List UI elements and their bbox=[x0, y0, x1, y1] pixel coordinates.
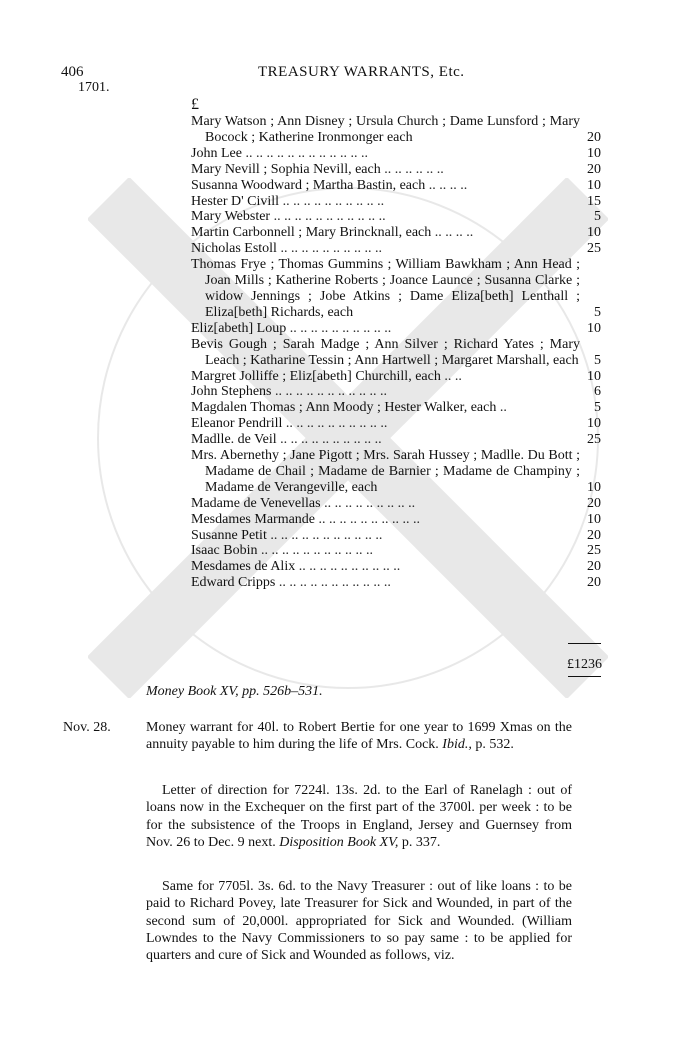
list-item-amount: 5 bbox=[594, 304, 601, 320]
list-item-names: Magdalen Thomas ; Ann Moody ; Hester Walker, each .. bbox=[191, 400, 507, 416]
list-item-amount: 5 bbox=[594, 352, 601, 368]
list-item-amount: 25 bbox=[587, 432, 601, 448]
list-item bbox=[191, 257, 601, 321]
list-item bbox=[191, 543, 601, 559]
list-item-amount: 20 bbox=[587, 161, 601, 177]
list-item bbox=[191, 575, 601, 591]
list-item bbox=[191, 194, 601, 210]
paragraph-money-warrant bbox=[63, 719, 572, 754]
list-item-amount: 10 bbox=[587, 368, 601, 384]
entry-date: Nov. 28. bbox=[63, 720, 111, 735]
list-item bbox=[191, 384, 601, 400]
list-item-amount: 10 bbox=[587, 145, 601, 161]
paragraph-letter-of-direction bbox=[146, 782, 572, 851]
list-item-amount: 20 bbox=[587, 129, 601, 145]
paragraph-reference-page: p. 532. bbox=[475, 737, 514, 753]
list-item-amount: 25 bbox=[587, 543, 601, 559]
list-item bbox=[191, 178, 601, 194]
list-total: £1236 bbox=[567, 657, 602, 672]
list-item-amount: 5 bbox=[594, 400, 601, 416]
list-item-amount: 10 bbox=[587, 416, 601, 432]
paragraph-reference-page: p. 337. bbox=[401, 834, 441, 850]
list-item-amount: 5 bbox=[594, 209, 601, 225]
total-rule-bottom bbox=[568, 676, 601, 677]
list-item-amount: 10 bbox=[587, 177, 601, 193]
list-item-names: Susanna Woodward ; Martha Bastin, each .. .. .. .. bbox=[191, 177, 468, 193]
list-item-names: Susanne Petit .. .. .. .. .. .. .. .. .. .. .. bbox=[191, 527, 383, 543]
list-item-amount: 15 bbox=[587, 193, 601, 209]
list-item-names: Mary Webster .. .. .. .. .. .. .. .. .. .. .. bbox=[191, 209, 386, 225]
page-number: 406 bbox=[61, 64, 84, 80]
list-item bbox=[191, 400, 601, 416]
currency-symbol: £ bbox=[191, 96, 199, 113]
list-item-names: Margret Jolliffe ; Eliz[abeth] Churchill, each .. .. bbox=[191, 368, 462, 384]
list-item bbox=[191, 369, 601, 385]
page-year: 1701. bbox=[78, 80, 110, 95]
list-item-names: John Lee .. .. .. .. .. .. .. .. .. .. .. .. bbox=[191, 145, 368, 161]
total-rule-top bbox=[568, 643, 601, 644]
paragraph-text: Same for 7705l. 3s. 6d. to the Navy Treasurer : out of like loans : to be paid to Richard Povey, late Treasurer for Sick and Wounded, in part of the second sum of 20,000l. appropriated for Sick and Wounded. (William Lowndes to the Navy Commissioners to so pay same : to be applied for quarters and cure of Sick and Wounded as follows, viz. bbox=[146, 879, 572, 964]
paragraph-navy-treasurer bbox=[146, 878, 572, 964]
list-item-names: Mrs. Abernethy ; Jane Pigott ; Mrs. Sarah Hussey ; Madlle. Du Bott ; Madame de Chail ; Madame de Barnier ; Madame de Champiny ; Madame de Verangeville, each bbox=[191, 448, 580, 495]
list-item-names: Mary Nevill ; Sophia Nevill, each .. .. .. .. .. .. bbox=[191, 161, 444, 177]
list-item bbox=[191, 241, 601, 257]
list-item-amount: 25 bbox=[587, 241, 601, 257]
paragraph-reference: Disposition Book XV, bbox=[279, 834, 399, 850]
list-item-names: Nicholas Estoll .. .. .. .. .. .. .. .. .. .. bbox=[191, 241, 382, 257]
list-item bbox=[191, 114, 601, 146]
list-item-names: John Stephens .. .. .. .. .. .. .. .. .. .. .. bbox=[191, 384, 387, 400]
source-note: Money Book XV, pp. 526b–531. bbox=[146, 684, 323, 699]
list-item bbox=[191, 416, 601, 432]
list-item-amount: 20 bbox=[587, 527, 601, 543]
paragraph-text: Letter of direction for 7224l. 13s. 2d. to the Earl of Ranelagh : out of loans now in the Exchequer on the first part of the 3700l. per week : to be for the subsistence of the Troops in England, Jersey and Guernsey from Nov. 26 to Dec. 9 next. bbox=[146, 783, 572, 850]
list-item bbox=[191, 528, 601, 544]
list-item bbox=[191, 337, 601, 369]
list-item-names: Thomas Frye ; Thomas Gummins ; William Bawkham ; Ann Head ; Joan Mills ; Katherine Roberts ; Joance Launce ; Susanna Clarke ; widow Jennings ; Jobe Atkins ; Dame Eliza[beth] Lenthall ; Eliza[beth] Richards, each bbox=[191, 257, 580, 320]
list-item-amount: 10 bbox=[587, 511, 601, 527]
list-item-names: Edward Cripps .. .. .. .. .. .. .. .. .. .. .. bbox=[191, 575, 391, 591]
list-item-names: Isaac Bobin .. .. .. .. .. .. .. .. .. .. .. bbox=[191, 543, 373, 559]
list-item-names: Eliz[abeth] Loup .. .. .. .. .. .. .. .. .. .. bbox=[191, 320, 392, 336]
list-item-amount: 20 bbox=[587, 559, 601, 575]
list-item-names: Mary Watson ; Ann Disney ; Ursula Church ; Dame Lunsford ; Mary Bocock ; Katherine Ironmonger each bbox=[191, 114, 580, 145]
list-item-amount: 10 bbox=[587, 479, 601, 495]
list-item-amount: 10 bbox=[587, 225, 601, 241]
list-item bbox=[191, 209, 601, 225]
paragraph-text: Money warrant for 40l. to Robert Bertie for one year to 1699 Xmas on the annuity payable to him during the life of Mrs. Cock. bbox=[146, 720, 572, 753]
list-item bbox=[191, 448, 601, 496]
list-item bbox=[191, 512, 601, 528]
list-item bbox=[191, 162, 601, 178]
list-item-names: Bevis Gough ; Sarah Madge ; Ann Silver ; Richard Yates ; Mary Leach ; Katharine Tessin ; Ann Hartwell ; Margaret Marshall, each bbox=[191, 336, 580, 368]
list-item-names: Hester D' Civill .. .. .. .. .. .. .. .. .. .. bbox=[191, 193, 385, 209]
paragraph-reference: Ibid., bbox=[442, 737, 472, 753]
list-item-amount: 6 bbox=[594, 384, 601, 400]
list-item-names: Mesdames Marmande .. .. .. .. .. .. .. .. .. .. bbox=[191, 511, 421, 527]
list-item bbox=[191, 321, 601, 337]
list-item bbox=[191, 496, 601, 512]
list-item-names: Eleanor Pendrill .. .. .. .. .. .. .. .. .. .. bbox=[191, 416, 388, 432]
running-head: TREASURY WARRANTS, Etc. bbox=[258, 64, 465, 80]
list-item-amount: 20 bbox=[587, 495, 601, 511]
list-item-names: Mesdames de Alix .. .. .. .. .. .. .. .. .. .. bbox=[191, 559, 401, 575]
list-item bbox=[191, 146, 601, 162]
list-item bbox=[191, 432, 601, 448]
list-item-names: Martin Carbonnell ; Mary Brincknall, each .. .. .. .. bbox=[191, 225, 474, 241]
list-item bbox=[191, 559, 601, 575]
payment-list bbox=[191, 96, 601, 591]
list-item bbox=[191, 225, 601, 241]
list-item-amount: 10 bbox=[587, 320, 601, 336]
list-item-names: Madame de Venevellas .. .. .. .. .. .. .. .. .. bbox=[191, 495, 416, 511]
list-item-amount: 20 bbox=[587, 575, 601, 591]
list-item-names: Madlle. de Veil .. .. .. .. .. .. .. .. .. .. bbox=[191, 432, 382, 448]
